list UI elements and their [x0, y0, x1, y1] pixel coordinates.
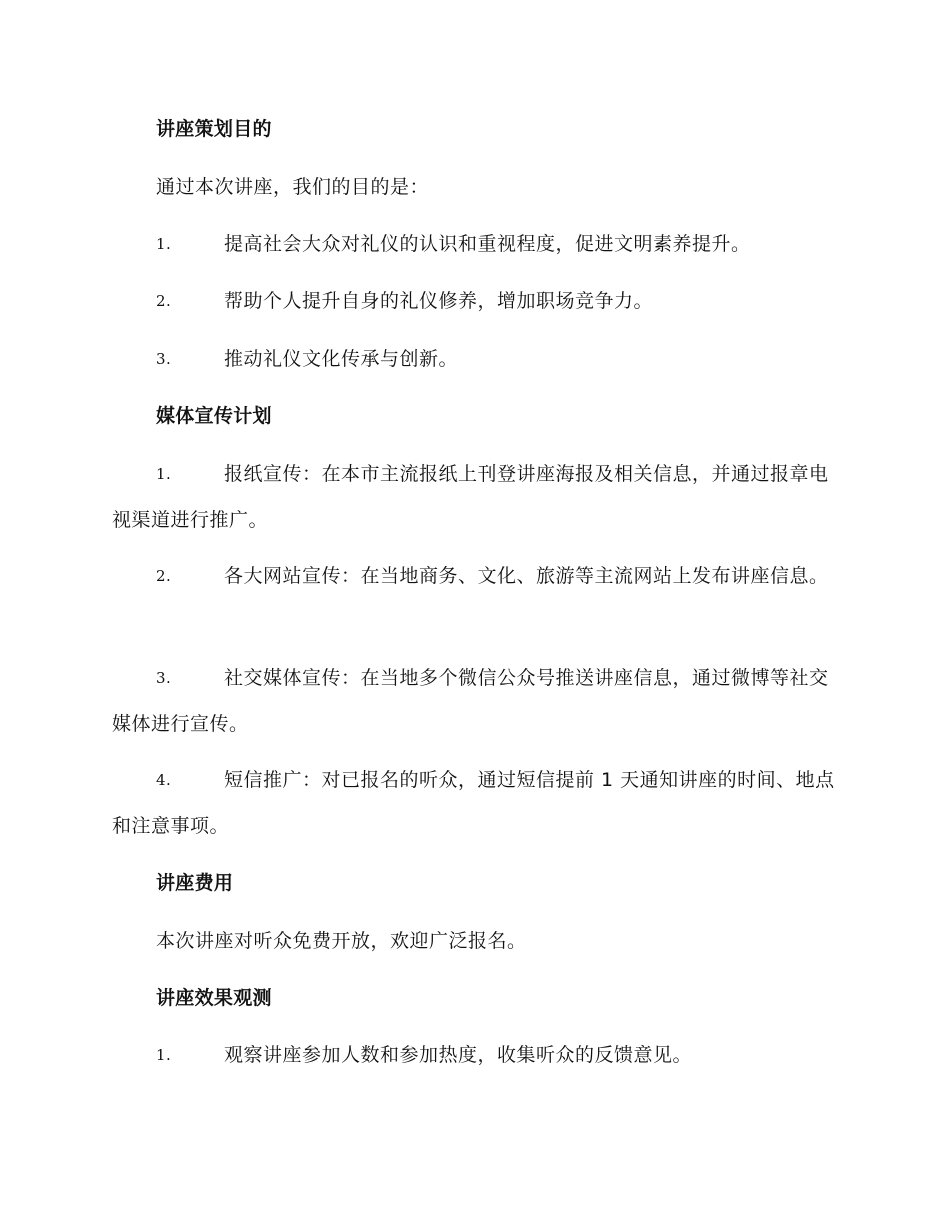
list-number: 2. [156, 567, 172, 585]
list-item [112, 1032, 838, 1078]
list-item [112, 451, 838, 543]
list-number: 1. [156, 465, 172, 483]
list-item [112, 278, 838, 324]
fees-paragraph: 本次讲座对听众免费开放，欢迎广泛报名。 [156, 930, 527, 952]
list-number: 1. [156, 235, 172, 253]
list-item [112, 221, 838, 267]
list-number: 2. [156, 292, 172, 310]
list-text: 帮助个人提升自身的礼仪修养，增加职场竞争力。 [224, 290, 654, 312]
list-number: 1. [156, 1046, 172, 1064]
list-item [112, 336, 838, 382]
section-heading-media-plan: 媒体宣传计划 [156, 405, 272, 427]
list-item [112, 655, 838, 747]
list-text: 推动礼仪文化传承与创新。 [224, 348, 459, 370]
list-number: 3. [156, 350, 172, 368]
list-number: 3. [156, 669, 172, 687]
section-heading-fees: 讲座费用 [156, 872, 234, 894]
list-text: 各大网站宣传：在当地商务、文化、旅游等主流网站上发布讲座信息。 [224, 565, 829, 587]
section-heading-effect-observation: 讲座效果观测 [156, 987, 272, 1009]
list-item [112, 553, 838, 599]
section-heading-purpose: 讲座策划目的 [156, 118, 272, 140]
list-text: 提高社会大众对礼仪的认识和重视程度，促进文明素养提升。 [224, 233, 751, 255]
list-item [112, 757, 838, 849]
list-number: 4. [156, 771, 172, 789]
list-text: 报纸宣传：在本市主流报纸上刊登讲座海报及相关信息，并通过报章电视渠道进行推广。 [112, 463, 829, 531]
list-text: 短信推广：对已报名的听众，通过短信提前 1 天通知讲座的时间、地点和注意事项。 [112, 769, 835, 837]
intro-paragraph: 通过本次讲座，我们的目的是： [156, 176, 430, 198]
list-text: 观察讲座参加人数和参加热度，收集听众的反馈意见。 [224, 1044, 693, 1066]
list-text: 社交媒体宣传：在当地多个微信公众号推送讲座信息，通过微博等社交媒体进行宣传。 [112, 667, 829, 735]
